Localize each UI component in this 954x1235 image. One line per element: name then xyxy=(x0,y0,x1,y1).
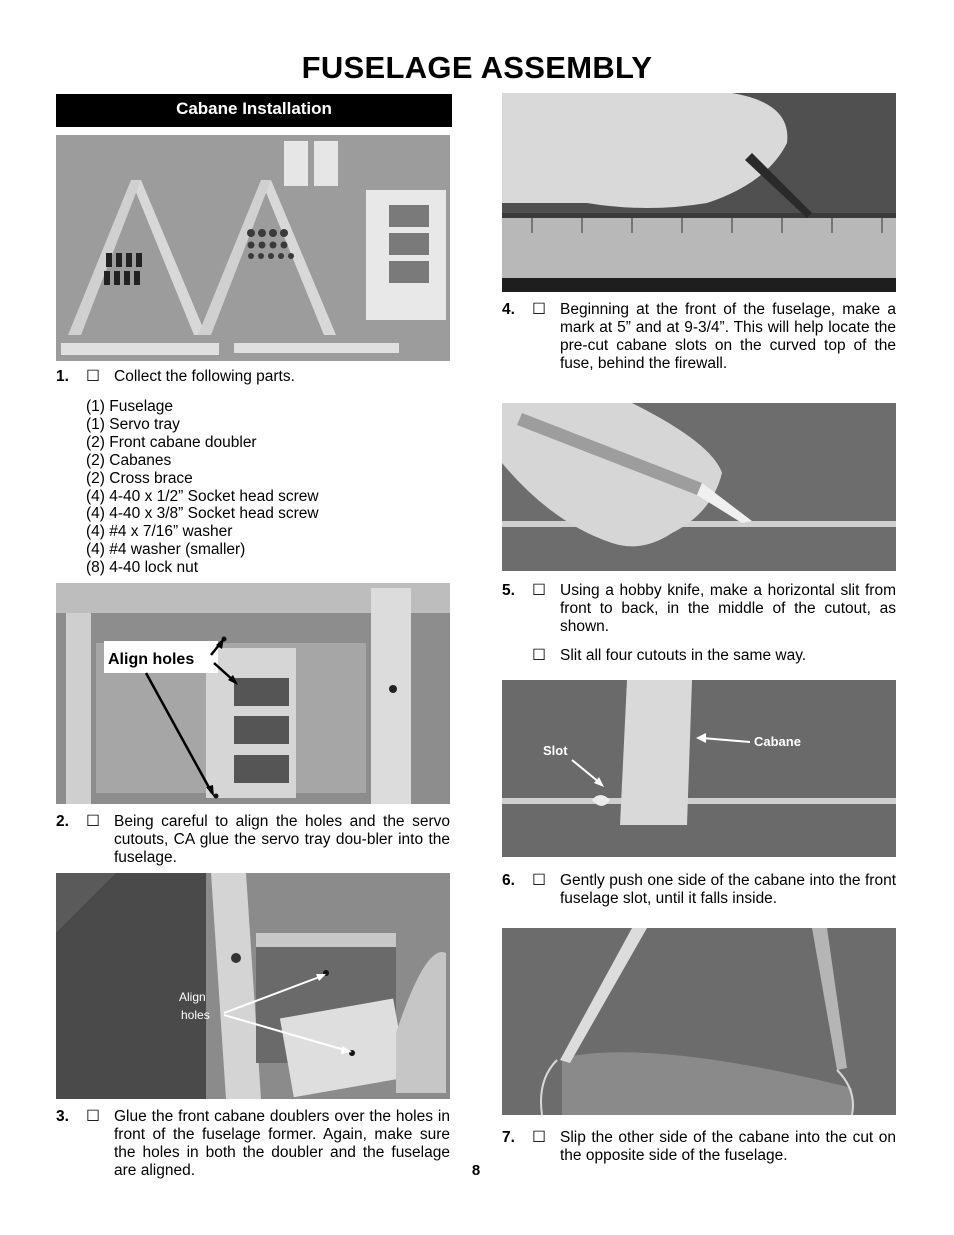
step-number: 7. xyxy=(502,1129,515,1146)
step-checkbox[interactable]: ☐ xyxy=(532,301,546,318)
cabane-label: Cabane xyxy=(754,734,801,749)
section-header: Cabane Installation xyxy=(56,94,452,127)
list-item: (4) 4-40 x 1/2” Socket head screw xyxy=(86,487,319,505)
cabane-opposite-photo xyxy=(502,928,896,1115)
step-6 xyxy=(502,872,896,912)
step-number: 5. xyxy=(502,582,515,599)
step-5b xyxy=(502,647,896,667)
step-text: Slip the other side of the cabane into the cut on the opposite side of the fuselage. xyxy=(560,1129,896,1164)
parts-photo-image xyxy=(56,135,450,361)
step-text: Gently push one side of the cabane into the front fuselage slot, until it falls inside. xyxy=(560,872,896,907)
list-item: (4) 4-40 x 3/8” Socket head screw xyxy=(86,505,319,523)
cabane-opposite-photo-image xyxy=(502,928,896,1115)
step-2 xyxy=(56,813,452,869)
step-7 xyxy=(502,1129,896,1169)
hobby-knife-photo xyxy=(502,403,896,571)
step-checkbox[interactable]: ☐ xyxy=(86,813,100,830)
step-1 xyxy=(56,368,452,388)
align-holes-label: Align holes xyxy=(108,651,195,668)
servo-tray-photo xyxy=(56,583,450,804)
align-label-line2: holes xyxy=(181,1008,210,1022)
list-item: (8) 4-40 lock nut xyxy=(86,559,198,577)
cabane-slot-photo xyxy=(502,680,896,857)
step-text: Using a hobby knife, make a horizontal slit from front to back, in the middle of the cutout, as shown. xyxy=(560,582,896,635)
cabane-doubler-photo xyxy=(56,873,450,1099)
step-5 xyxy=(502,582,896,638)
step-checkbox[interactable]: ☐ xyxy=(86,1108,100,1125)
step-4 xyxy=(502,301,896,377)
ruler-marking-photo-image xyxy=(502,93,896,292)
step-text: Being careful to align the holes and the servo cutouts, CA glue the servo tray dou-bler into the fuselage. xyxy=(114,813,450,866)
step-3 xyxy=(56,1108,452,1180)
list-item: (4) #4 washer (smaller) xyxy=(86,541,246,559)
list-item: (1) Fuselage xyxy=(86,398,174,415)
servo-tray-photo-image xyxy=(56,583,450,804)
step-checkbox[interactable]: ☐ xyxy=(532,647,546,664)
step-number: 1. xyxy=(56,368,69,385)
step-number: 4. xyxy=(502,301,515,318)
parts-photo xyxy=(56,135,450,361)
list-item: (2) Cross brace xyxy=(86,469,193,487)
page-number: 8 xyxy=(471,1162,481,1179)
parts-list xyxy=(86,398,319,577)
list-item: (2) Front cabane doubler xyxy=(86,433,257,451)
cabane-slot-photo-image xyxy=(502,680,896,857)
cabane-doubler-photo-image xyxy=(56,873,450,1099)
step-text: Slit all four cutouts in the same way. xyxy=(560,647,807,664)
step-number: 3. xyxy=(56,1108,69,1125)
step-text: Beginning at the front of the fuselage, make a mark at 5” and at 9-3/4”. This will help locate the pre-cut cabane slots on the curved top of the fuse, behind the firewall. xyxy=(560,301,896,372)
list-item: (2) Cabanes xyxy=(86,451,172,469)
slot-label: Slot xyxy=(543,743,568,758)
step-checkbox[interactable]: ☐ xyxy=(532,1129,546,1146)
step-checkbox[interactable]: ☐ xyxy=(532,582,546,599)
list-item: (1) Servo tray xyxy=(86,415,180,433)
step-text: Collect the following parts. xyxy=(114,368,295,385)
list-item: (4) #4 x 7/16” washer xyxy=(86,523,233,541)
step-checkbox[interactable]: ☐ xyxy=(532,872,546,889)
step-text: Glue the front cabane doublers over the holes in front of the fuselage former. Again, make sure the holes in both the doubler and the fuselage are aligned. xyxy=(114,1108,450,1179)
hobby-knife-photo-image xyxy=(502,403,896,571)
page-title: FUSELAGE ASSEMBLY xyxy=(301,50,653,85)
step-number: 2. xyxy=(56,813,69,830)
step-checkbox[interactable]: ☐ xyxy=(86,368,100,385)
align-label-line1: Align xyxy=(179,990,206,1004)
ruler-marking-photo xyxy=(502,93,896,292)
step-number: 6. xyxy=(502,872,515,889)
